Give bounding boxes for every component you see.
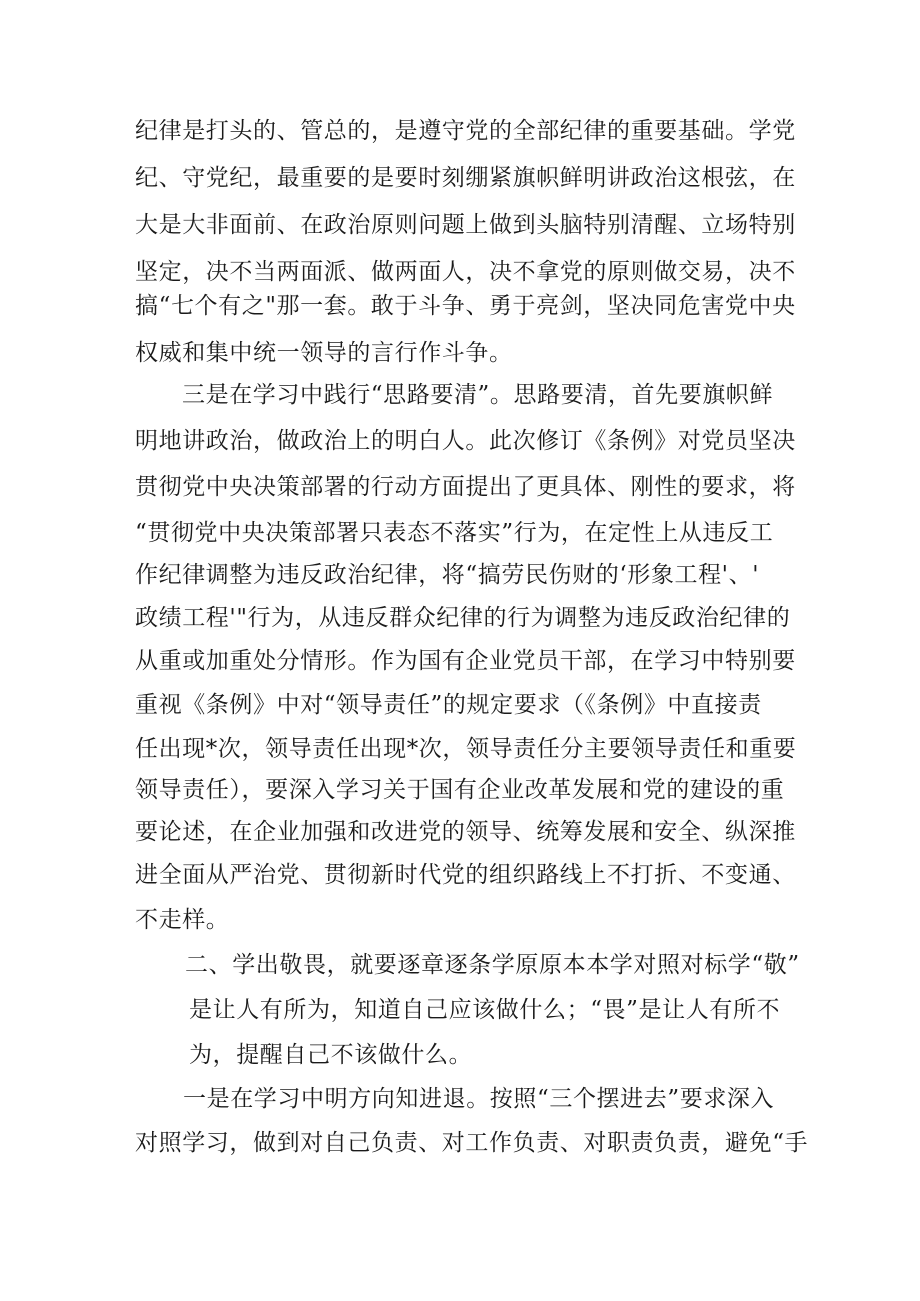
text-line: 任出现*次，领导责任出现*次，领导责任分主要领导责任和重要 [135, 736, 797, 762]
text-line: 进全面从严治党、贯彻新时代党的组织路线上不打折、不变通、 [135, 862, 796, 888]
text-line: 贯彻党中央决策部署的行动方面提出了更具体、刚性的要求，将 [135, 474, 796, 500]
text-line: “贯彻党中央决策部署只表态不落实”行为，在定性上从违反工 [135, 520, 774, 546]
text-line: 为，提醒自己不该做什么。 [189, 1042, 473, 1068]
text-line: 二、学出敬畏，就要逐章逐条学原原本本学对照对标学“敬” [185, 952, 800, 978]
text-line: 一是在学习中明方向知进退。按照“三个摆进去”要求深入 [183, 1086, 775, 1112]
text-line: 是让人有所为，知道自己应该做什么；“畏”是让人有所不 [189, 997, 781, 1023]
text-line: 对照学习，做到对自己负责、对工作负责、对职责负责，避免“手 [135, 1130, 809, 1156]
text-line: 政绩工程'"行为，从违反群众纪律的行为调整为违反政治纪律的 [135, 605, 791, 631]
text-line: 大是大非面前、在政治原则问题上做到头脑特别清醒、立场特别 [135, 212, 796, 238]
text-line: 坚定，决不当两面派、做两面人，决不拿党的原则做交易，决不 [135, 259, 796, 285]
text-line: 从重或加重处分情形。作为国有企业党员干部，在学习中特别要 [135, 648, 796, 674]
text-line: 作纪律调整为违反政治纪律，将“搞劳民伤财的‘形象工程'、' [135, 562, 760, 588]
text-line: 要论述，在企业加强和改进党的领导、统筹发展和安全、纵深推 [135, 819, 796, 845]
text-line: 明地讲政治，做政治上的明白人。此次修订《条例》对党员坚决 [135, 428, 796, 454]
text-line: 领导责任），要深入学习关于国有企业改革发展和党的建设的重 [135, 777, 785, 803]
text-line: 纪律是打头的、管总的，是遵守党的全部纪律的重要基础。学党 [135, 118, 796, 144]
text-line: 搞“七个有之"那一套。敢于斗争、勇于亮剑，坚决同危害党中央 [135, 293, 796, 319]
text-line: 不走样。 [135, 907, 230, 933]
text-line: 权威和集中统一领导的言行作斗争。 [135, 340, 513, 366]
text-line: 三是在学习中践行“思路要清”。思路要清，首先要旗帜鲜 [182, 382, 774, 408]
text-line: 纪、守党纪，最重要的是要时刻绷紧旗帜鲜明讲政治这根弦，在 [135, 165, 796, 191]
text-line: 重视《条例》中对“领导责任”的规定要求（《条例》中直接责 [135, 692, 762, 718]
